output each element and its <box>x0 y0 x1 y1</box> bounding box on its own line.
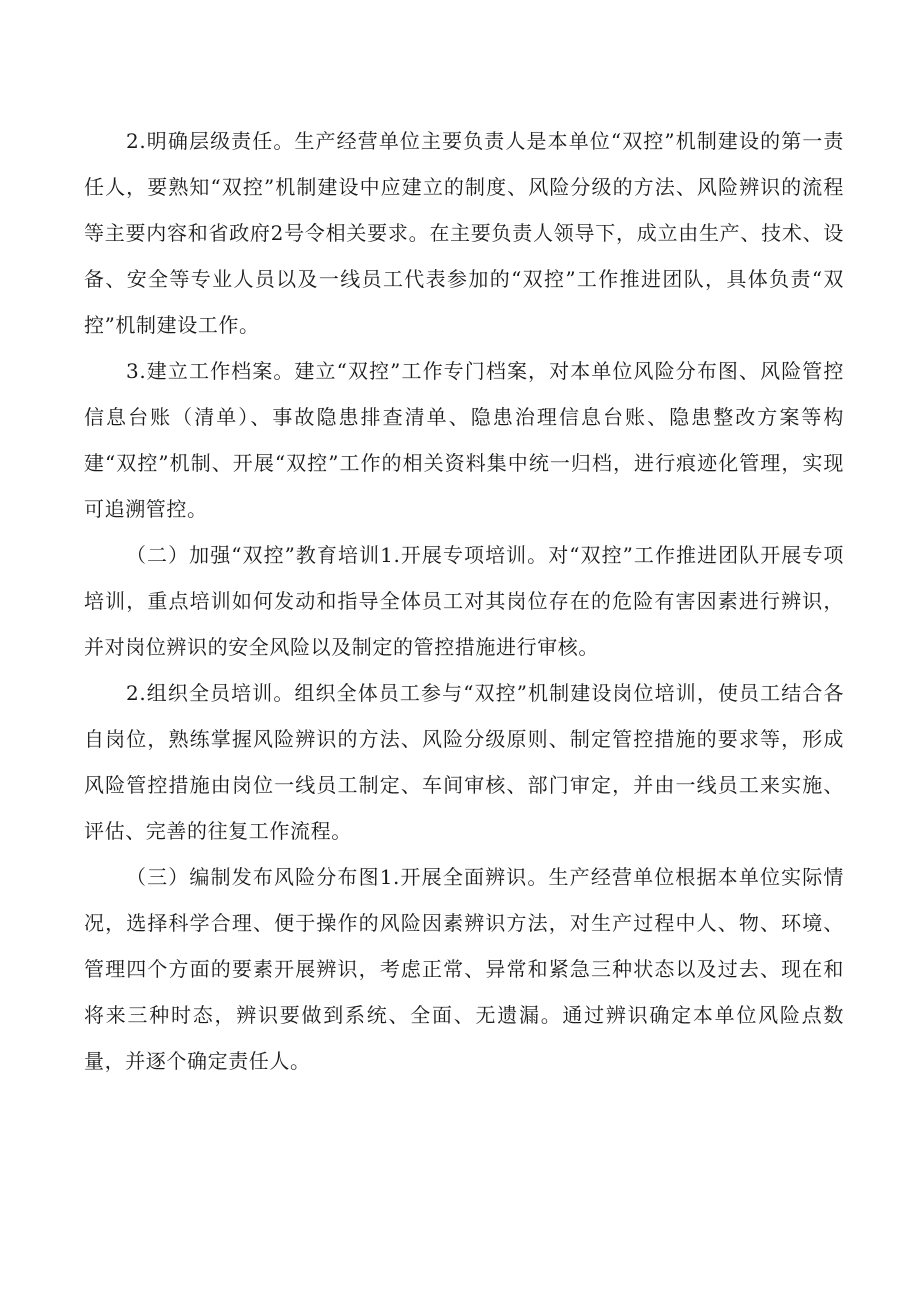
paragraph-work-archive: 3.建立工作档案。建立“双控”工作专门档案，对本单位风险分布图、风险管控信息台账（清单）、事故隐患排查清单、隐患治理信息台账、隐患整改方案等构建“双控”机制、开展“双控”工作的相关资料集中统一归档，进行痕迹化管理，实现可追溯管控。 <box>84 359 844 521</box>
paragraph-risk-identification: （三）编制发布风险分布图1.开展全面辨识。生产经营单位根据本单位实际情况，选择科学合理、便于操作的风险因素辨识方法，对生产过程中人、物、环境、管理四个方面的要素开展辨识，考虑正常、异常和紧急三种状态以及过去、现在和将来三种时态，辨识要做到系统、全面、无遗漏。通过辨识确定本单位风险点数量，并逐个确定责任人。 <box>84 865 844 1073</box>
document-body <box>84 118 844 1084</box>
paragraph-all-staff-training: 2.组织全员培训。组织全体员工参与“双控”机制建设岗位培训，使员工结合各自岗位，熟练掌握风险辨识的方法、风险分级原则、制定管控措施的要求等，形成风险管控措施由岗位一线员工制定、车间审核、部门审定，并由一线员工来实施、评估、完善的往复工作流程。 <box>84 681 844 843</box>
paragraph-special-training: （二）加强“双控”教育培训1.开展专项培训。对“双控”工作推进团队开展专项培训，重点培训如何发动和指导全体员工对其岗位存在的危险有害因素进行辨识，并对岗位辨识的安全风险以及制定的管控措施进行审核。 <box>84 543 844 659</box>
paragraph-clarify-responsibility: 2.明确层级责任。生产经营单位主要负责人是本单位“双控”机制建设的第一责任人，要熟知“双控”机制建设中应建立的制度、风险分级的方法、风险辨识的流程等主要内容和省政府2号令相关要求。在主要负责人领导下，成立由生产、技术、设备、安全等专业人员以及一线员工代表参加的“双控”工作推进团队，具体负责“双控”机制建设工作。 <box>84 129 844 337</box>
